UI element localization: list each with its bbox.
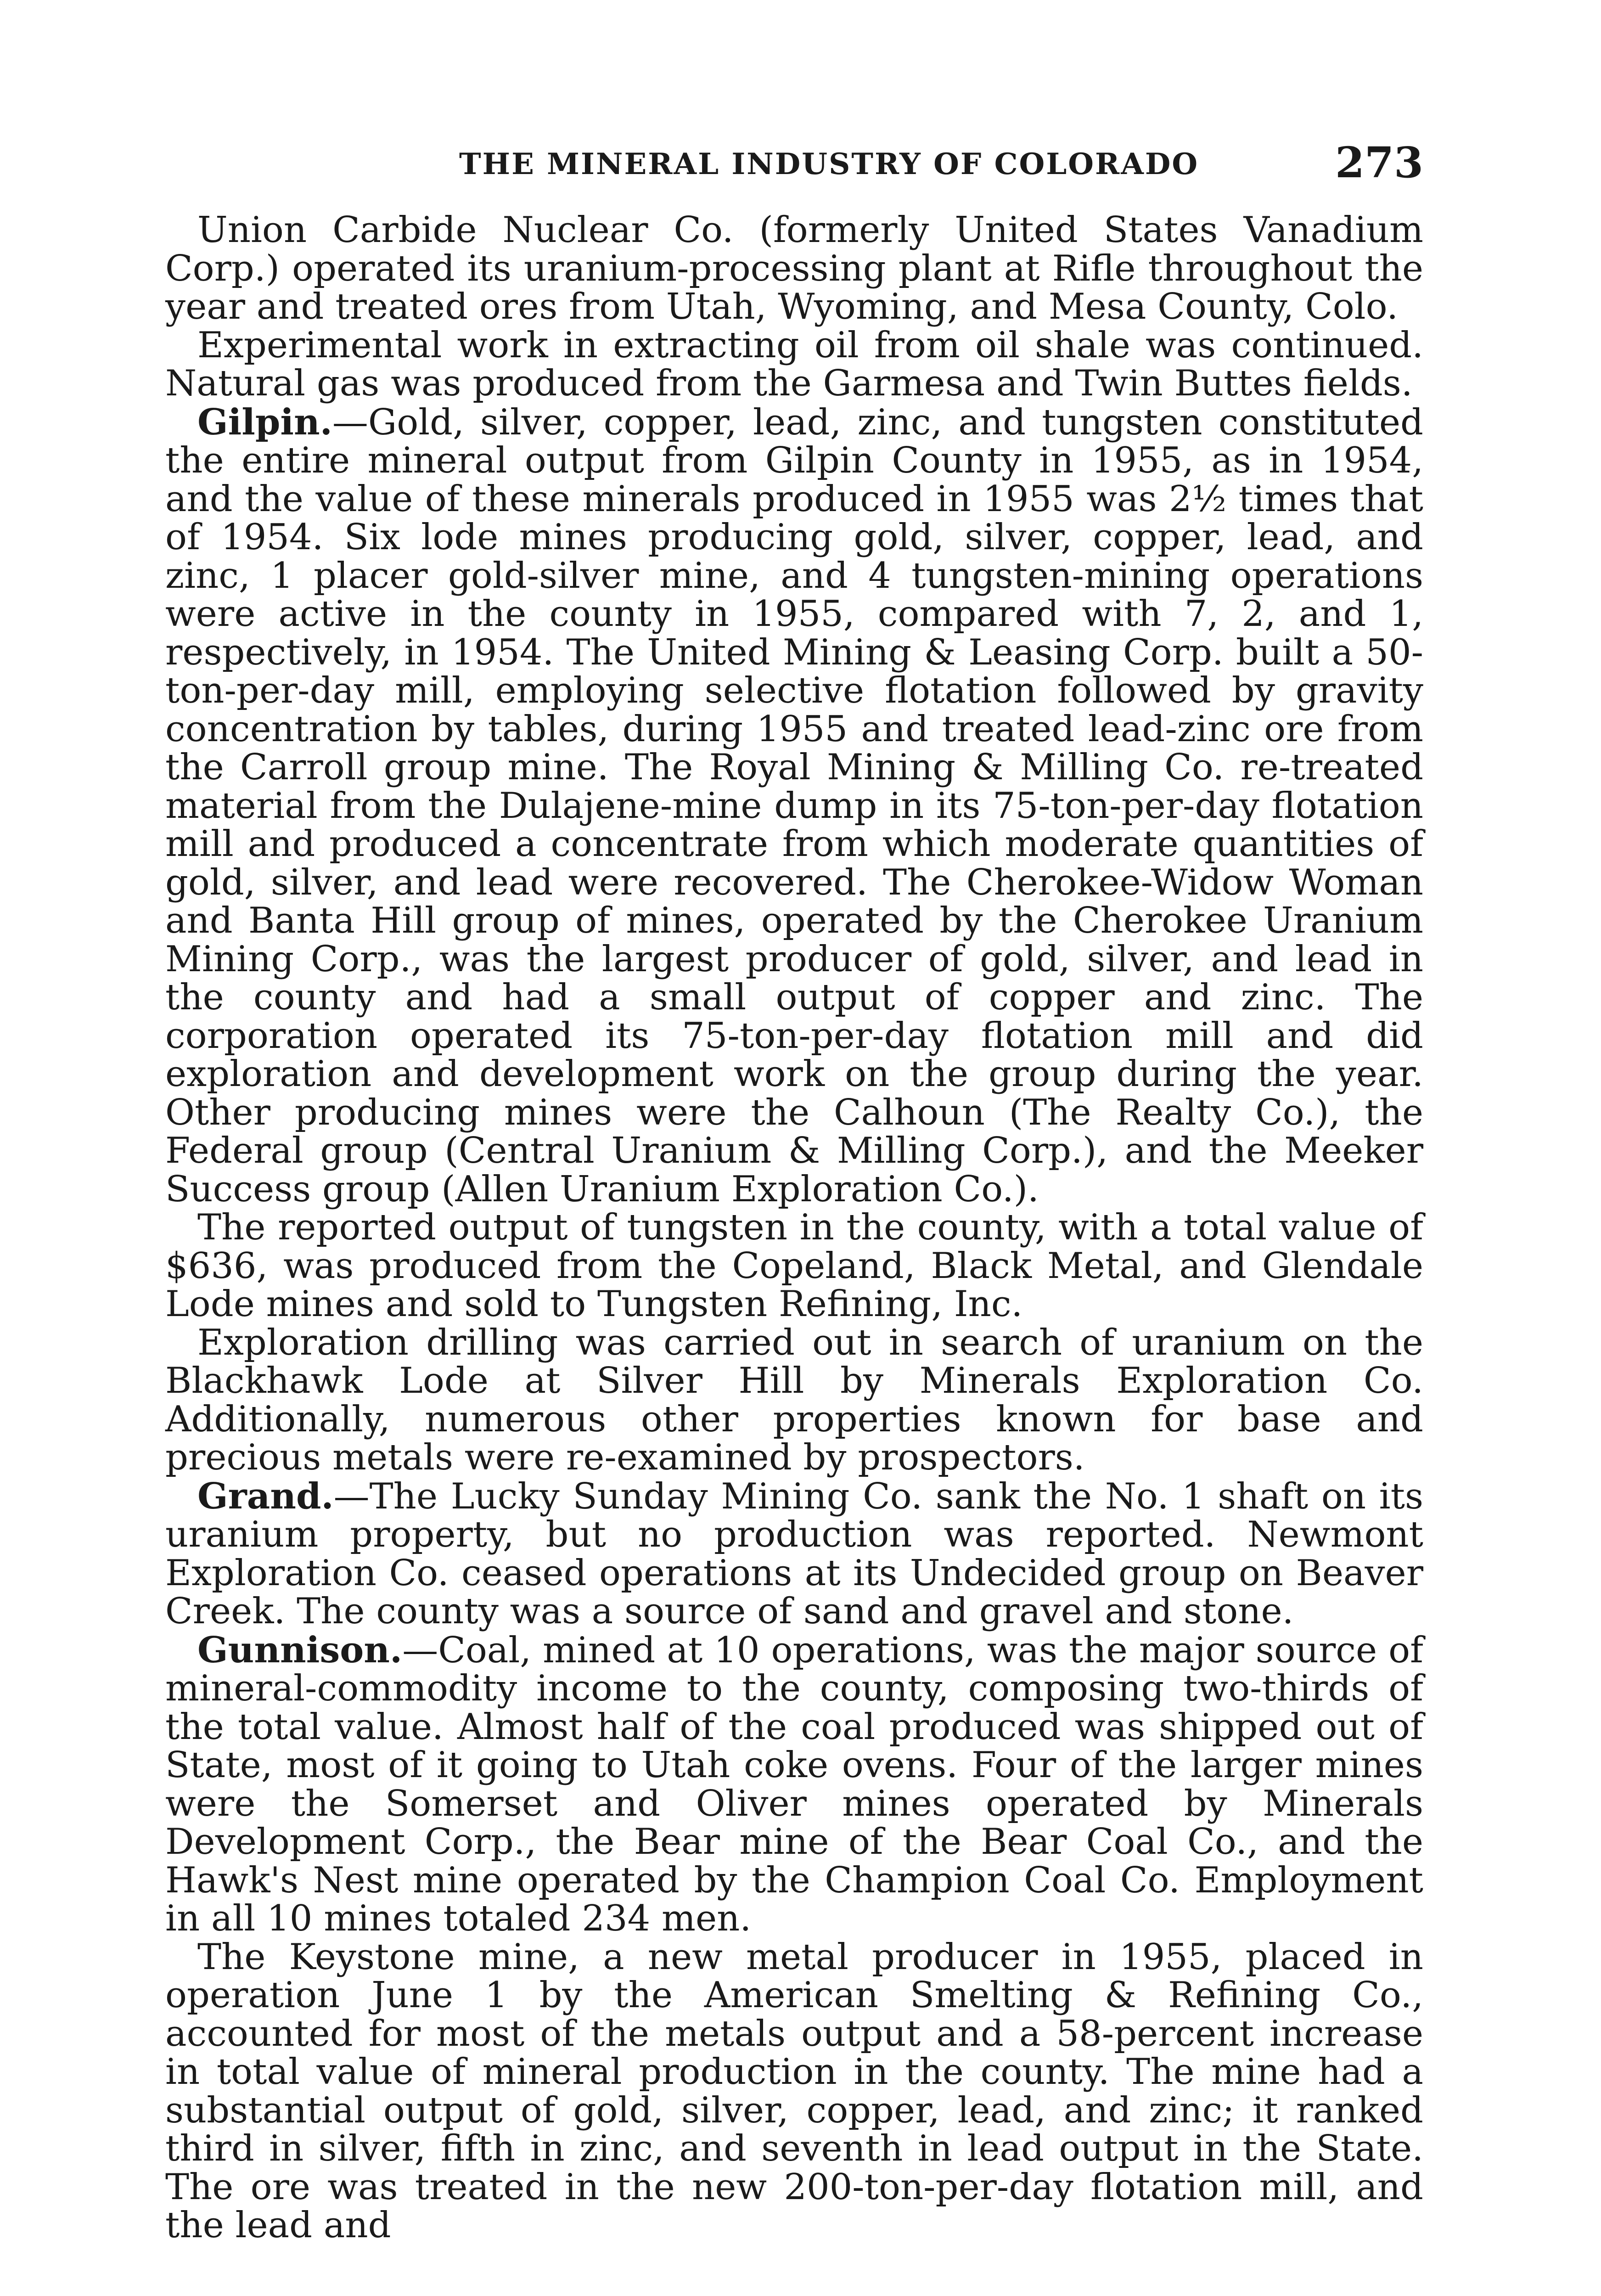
paragraph-text: —Coal, mined at 10 operations, was the major source of mineral-commodity income to the county, composing two-thirds of the total value. Almost half of the coal produced was shipped out of State, most of it going to Utah coke ovens. Four of the larger mines were the Somerset and Oliver mines operated by Minerals Development Corp., the Bear mine of the Bear Coal Co., and the Hawk's Nest mine operated by the Champion Coal Co. Employment in all 10 mines totaled 234 men. [165,1629,1423,1939]
paragraph-text: —Gold, silver, copper, lead, zinc, and tungsten constituted the entire mineral output from Gilpin County in 1955, as in 1954, and the value of these minerals produced in 1955 was 2½ times that of 1954. Six lode mines producing gold, silver, copper, lead, and zinc, 1 placer gold-silver mine, and 4 tungsten-mining operations were active in the county in 1955, compared with 7, 2, and 1, respectively, in 1954. The United Mining & Leasing Corp. built a 50-ton-per-day mill, employing selective flotation followed by gravity concentration by tables, during 1955 and treated lead-zinc ore from the Carroll group mine. The Royal Mining & Milling Co. re-treated material from the Dulajene-mine dump in its 75-ton-per-day flotation mill and produced a concentrate from which moderate quantities of gold, silver, and lead were recovered. The Cherokee-Widow Woman and Banta Hill group of mines, operated by the Cherokee Uranium Mining Corp., was the largest producer of gold, silver, and lead in the county and had a small output of copper and zinc. The corporation operated its 75-ton-per-day flotation mill and did exploration and development work on the group during the year. Other producing mines were the Calhoun (The Realty Co.), the Federal group (Central Uranium & Milling Corp.), and the Meeker Success group (Allen Uranium Exploration Co.). [165,401,1423,1210]
paragraph-text: The Keystone mine, a new metal producer in 1955, placed in operation June 1 by the American Smelting & Refining Co., accounted for most of the metals output and a 58-percent increase in total value of mineral production in the county. The mine had a substantial output of gold, silver, copper, lead, and zinc; it ranked third in silver, fifth in zinc, and seventh in lead output in the State. The ore was treated in the new 200-ton-per-day flotation mill, and the lead and [165,1936,1423,2246]
page-number: 273 [1335,138,1423,187]
paragraph-exploration-drilling [165,1324,1423,1477]
document-page [165,138,1423,2245]
page-header [165,138,1423,197]
paragraph-grand [165,1477,1423,1631]
county-heading-gilpin: Gilpin. [197,401,332,443]
paragraph-text: Union Carbide Nuclear Co. (formerly United States Vanadium Corp.) operated its uranium-processing plant at Rifle throughout the year and treated ores from Utah, Wyoming, and Mesa County, Colo. [165,209,1423,327]
county-heading-grand: Grand. [197,1475,334,1517]
running-head: THE MINERAL INDUSTRY OF COLORADO [459,147,1199,181]
body-text [165,211,1423,2245]
paragraph-union-carbide [165,211,1423,326]
paragraph-tungsten-output [165,1209,1423,1324]
paragraph-keystone-mine [165,1938,1423,2245]
paragraph-text: Exploration drilling was carried out in search of uranium on the Blackhawk Lode at Silver Hill by Minerals Exploration Co. Additionally, numerous other properties known for base and precious metals were re-examined by prospectors. [165,1322,1423,1478]
paragraph-oil-shale [165,326,1423,403]
county-heading-gunnison: Gunnison. [197,1629,403,1671]
paragraph-gunnison [165,1631,1423,1938]
paragraph-text: —The Lucky Sunday Mining Co. sank the No. 1 shaft on its uranium property, but no production was reported. Newmont Exploration Co. ceased operations at its Undecided group on Beaver Creek. The county was a source of sand and gravel and stone. [165,1475,1423,1632]
paragraph-text: Experimental work in extracting oil from oil shale was continued. Natural gas was produced from the Garmesa and Twin Buttes fields. [165,324,1423,404]
paragraph-gilpin [165,403,1423,1209]
paragraph-text: The reported output of tungsten in the county, with a total value of $636, was produced from the Copeland, Black Metal, and Glendale Lode mines and sold to Tungsten Refining, Inc. [165,1207,1423,1325]
